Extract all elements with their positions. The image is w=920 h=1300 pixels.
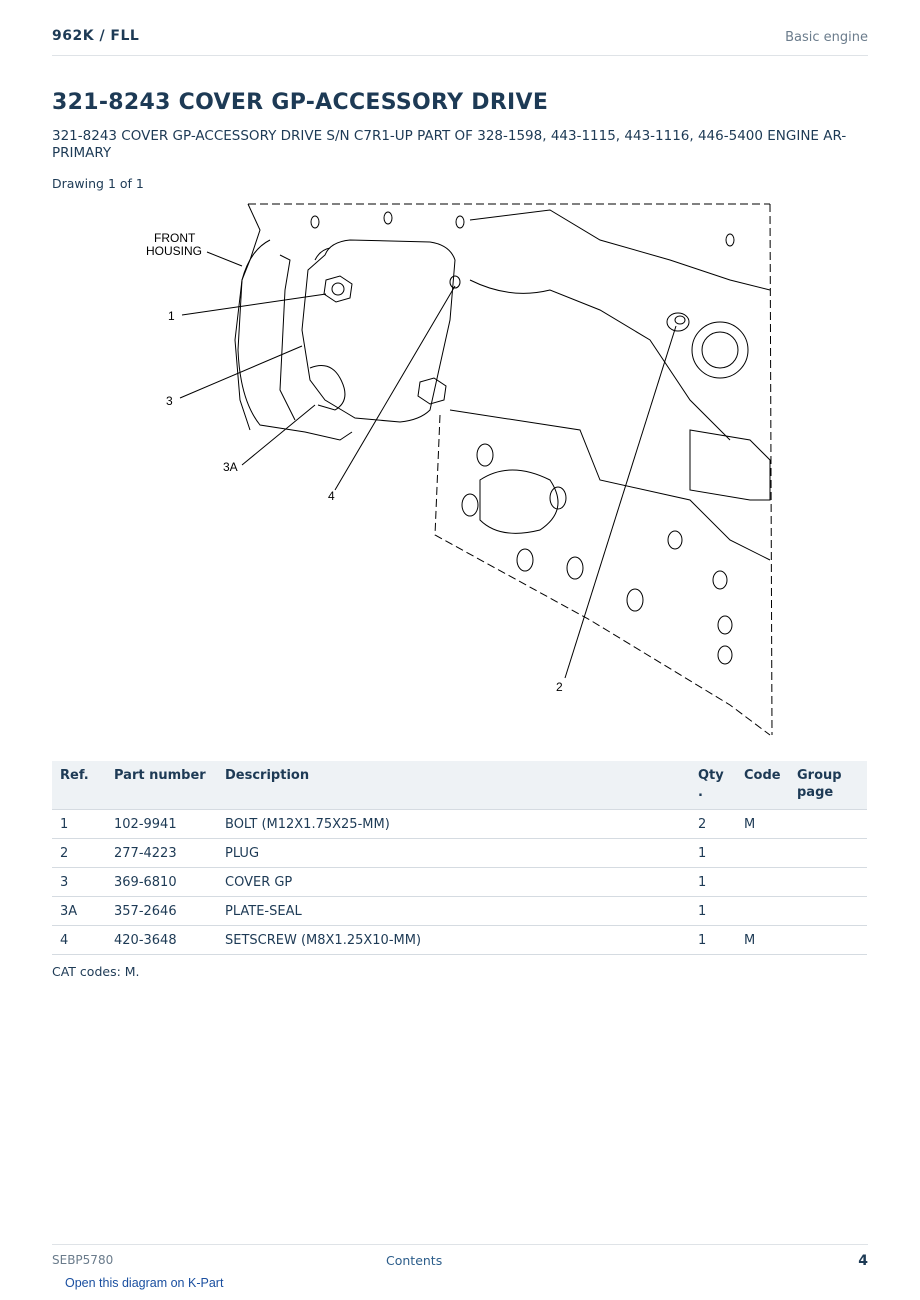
front-housing-rib (280, 255, 295, 420)
machine-model: 962K / FLL (52, 28, 140, 44)
mounting-hole (718, 646, 732, 664)
leader-line (207, 252, 242, 266)
table-header-row (52, 761, 867, 810)
cell-group-page (789, 810, 867, 839)
bolt-washer (332, 283, 344, 295)
mounting-hole (477, 444, 493, 466)
mounting-hole (311, 216, 319, 228)
engine-boss (692, 322, 748, 378)
cell-part-number: 357-2646 (106, 897, 217, 926)
leader-line (180, 346, 302, 398)
cell-group-page (789, 839, 867, 868)
cell-qty: 1 (690, 897, 736, 926)
cell-code (736, 868, 789, 897)
mounting-hole (726, 234, 734, 246)
col-header-code: Code (736, 761, 789, 810)
callout-label: 2 (556, 680, 563, 694)
section-name: Basic engine (785, 30, 868, 45)
cell-group-page (789, 926, 867, 955)
leader-line (565, 326, 676, 678)
mounting-hole (462, 494, 478, 516)
col-header-group-page: Group page (789, 761, 867, 810)
cell-qty: 1 (690, 839, 736, 868)
cell-qty: 1 (690, 868, 736, 897)
table-row (52, 839, 867, 868)
col-header-ref: Ref. (52, 761, 106, 810)
page-footer (52, 1244, 868, 1275)
cell-qty: 2 (690, 810, 736, 839)
cell-code (736, 839, 789, 868)
page-number: 4 (858, 1253, 868, 1269)
engine-lower-edge (435, 415, 770, 735)
accessory-drive-cover (302, 240, 455, 422)
mounting-hole (517, 549, 533, 571)
cell-description: PLATE-SEAL (217, 897, 690, 926)
mounting-hole (456, 216, 464, 228)
leader-line (335, 286, 455, 490)
cell-code: M (736, 926, 789, 955)
block-contour (470, 210, 770, 290)
drawing-count: Drawing 1 of 1 (52, 176, 144, 191)
plug (667, 313, 689, 331)
bolt-head (324, 276, 352, 302)
engine-outline (235, 204, 260, 430)
callout-label: 1 (168, 309, 175, 323)
cell-description: BOLT (M12X1.75X25-MM) (217, 810, 690, 839)
mounting-hole (567, 557, 583, 579)
table-row (52, 810, 867, 839)
table-row (52, 926, 867, 955)
callout-front-housing: HOUSING (146, 244, 203, 258)
cell-ref: 3A (52, 897, 106, 926)
parts-table (52, 761, 867, 955)
page-subtitle: 321-8243 COVER GP-ACCESSORY DRIVE S/N C7R1-UP PART OF 328-1598, 443-1115, 443-1116, 446-5400 ENGINE AR-PRIMARY (52, 128, 847, 161)
cell-qty: 1 (690, 926, 736, 955)
plug-inner (675, 316, 685, 324)
mount-pad (480, 470, 558, 533)
cell-code (736, 897, 789, 926)
cell-group-page (789, 897, 867, 926)
block-window (690, 430, 770, 500)
engine-boss-inner (702, 332, 738, 368)
open-kpart-link[interactable]: Open this diagram on K-Part (65, 1276, 224, 1290)
col-header-part-number: Part number (106, 761, 217, 810)
cell-ref: 3 (52, 868, 106, 897)
mounting-hole (384, 212, 392, 224)
cell-description: SETSCREW (M8X1.25X10-MM) (217, 926, 690, 955)
cell-part-number: 102-9941 (106, 810, 217, 839)
cell-part-number: 277-4223 (106, 839, 217, 868)
cell-description: COVER GP (217, 868, 690, 897)
col-header-description: Description (217, 761, 690, 810)
cell-ref: 1 (52, 810, 106, 839)
contents-link[interactable]: Contents (386, 1253, 443, 1268)
cat-codes-note: CAT codes: M. (52, 964, 140, 979)
table-row (52, 868, 867, 897)
table-row (52, 897, 867, 926)
cell-group-page (789, 868, 867, 897)
mounting-hole (668, 531, 682, 549)
mounting-hole (718, 616, 732, 634)
cell-part-number: 369-6810 (106, 868, 217, 897)
cell-description: PLUG (217, 839, 690, 868)
cell-ref: 2 (52, 839, 106, 868)
parts-diagram (130, 200, 790, 740)
document-id: SEBP5780 (52, 1253, 114, 1267)
page-title: 321-8243 COVER GP-ACCESSORY DRIVE (52, 90, 549, 115)
mounting-hole (713, 571, 727, 589)
page-header (52, 28, 868, 56)
callout-label: 3 (166, 394, 173, 408)
cell-ref: 4 (52, 926, 106, 955)
cell-part-number: 420-3648 (106, 926, 217, 955)
callout-label: 4 (328, 489, 335, 503)
mounting-hole (627, 589, 643, 611)
cell-code: M (736, 810, 789, 839)
callout-label: 3A (223, 460, 238, 474)
block-contour (470, 280, 730, 440)
col-header-qty: Qty . (690, 761, 736, 810)
callout-front-housing: FRONT (154, 231, 196, 245)
